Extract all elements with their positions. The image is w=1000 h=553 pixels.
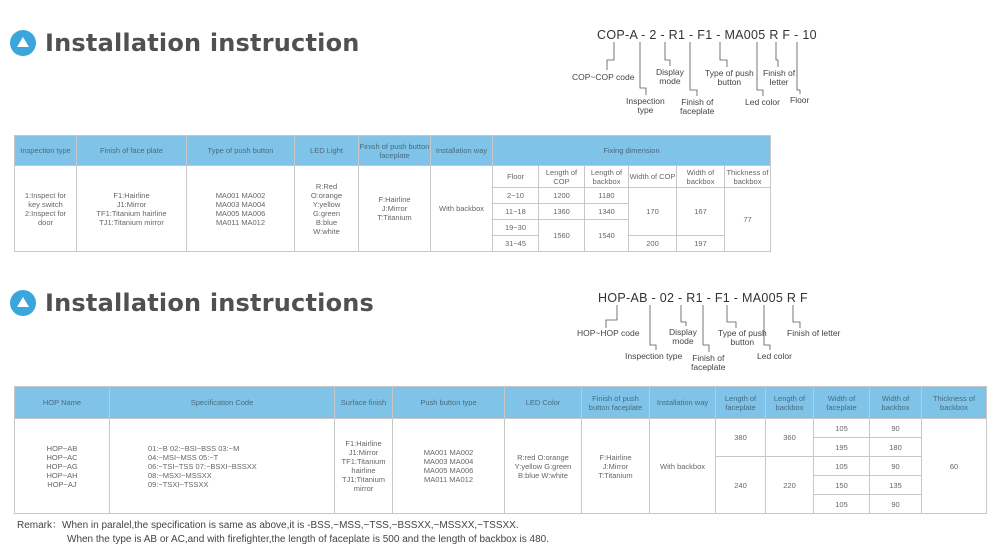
cell-width-faceplate: 105 bbox=[814, 419, 870, 438]
th-width-faceplate: Width of faceplate bbox=[814, 387, 870, 419]
cell-width-cop: 200 bbox=[629, 236, 677, 252]
cell-surface: F1:Hairline J1:Mirror TF1:Titanium hairline TJ1:Titanium mirror bbox=[335, 419, 393, 514]
cell-len-backbox: 1340 bbox=[585, 204, 629, 220]
cell-floor: 11~18 bbox=[493, 204, 539, 220]
anno-display-mode: Display mode bbox=[656, 67, 684, 86]
th-hop-name: HOP Name bbox=[15, 387, 110, 419]
cell-width-faceplate: 195 bbox=[814, 438, 870, 457]
cell-len-backbox: 1180 bbox=[585, 188, 629, 204]
cell-inspection: 1:Inspect for key switch 2:Inspect for door bbox=[15, 166, 77, 252]
anno-push-type: Type of push button bbox=[705, 68, 754, 87]
th-surface-finish: Surface finish bbox=[335, 387, 393, 419]
th-push-button: Type of push button bbox=[187, 136, 295, 166]
cell-button-faceplate: F:Hairline J:Mirror T:Titanium bbox=[359, 166, 431, 252]
anno-faceplate: Finish of faceplate bbox=[691, 353, 726, 372]
th-push-button-type: Push button type bbox=[393, 387, 505, 419]
th-inspection-type: Inspection type bbox=[15, 136, 77, 166]
cell-width-faceplate: 105 bbox=[814, 495, 870, 514]
cell-push-button: MA001 MA002 MA003 MA004 MA005 MA006 MA011 MA012 bbox=[393, 419, 505, 514]
cop-model-code: COP-A - 2 - R1 - F1 - MA005 R F - 10 bbox=[597, 28, 817, 42]
th-spec-code: Specification Code bbox=[110, 387, 335, 419]
anno-letter: Finish of letter bbox=[787, 328, 841, 338]
th-button-faceplate: Finish of push button faceplate bbox=[582, 387, 650, 419]
th-led-light: LED Light bbox=[295, 136, 359, 166]
anno-hop-code: HOP~HOP code bbox=[577, 328, 640, 338]
hop-spec-table bbox=[14, 386, 987, 514]
remark-line-2: When the type is AB or AC,and with firefighter,the length of faceplate is 500 and the length of backbox is 480. bbox=[67, 534, 549, 545]
cell-width-backbox: 90 bbox=[870, 495, 922, 514]
cell-floor: 31~45 bbox=[493, 236, 539, 252]
th-fixing-dimension: Fixing dimension bbox=[493, 136, 771, 166]
cell-len-backbox: 1540 bbox=[585, 220, 629, 252]
th-button-faceplate: Finish of push button faceplate bbox=[359, 136, 431, 166]
cell-width-backbox: 90 bbox=[870, 419, 922, 438]
cell-width-backbox: 197 bbox=[677, 236, 725, 252]
cell-len-cop: 1360 bbox=[539, 204, 585, 220]
anno-led-color: Led color bbox=[757, 351, 792, 361]
remark-line-1: Remark：When in paralel,the specification is same as above,it is -BSS,~MSS,~TSS,~BSSXX,~MSSXX,~TSSXX. bbox=[17, 520, 519, 531]
th-led-color: LED Color bbox=[505, 387, 582, 419]
anno-display-mode: Display mode bbox=[669, 327, 697, 346]
cell-floor: 19~30 bbox=[493, 220, 539, 236]
cell-led: R:Red O:orange Y:yellow G:green B:blue W:white bbox=[295, 166, 359, 252]
th-width-backbox: Width of backbox bbox=[677, 166, 725, 188]
cell-thickness: 60 bbox=[922, 419, 987, 514]
anno-push-type: Type of push button bbox=[718, 328, 767, 347]
th-len-backbox: Length of backbox bbox=[766, 387, 814, 419]
section2-title: Installation instructions bbox=[45, 289, 375, 317]
cell-width-faceplate: 105 bbox=[814, 457, 870, 476]
cell-width-faceplate: 150 bbox=[814, 476, 870, 495]
cell-spec-code: 01:~B 02:~BSI~BSS 03:~M 04:~MSI~MSS 05:~T 06:~TSI~TSS 07:~BSXI~BSSXX 08:~MSXI~MSSXX 09:~TSXI~TSSXX bbox=[110, 419, 335, 514]
th-floor: Floor bbox=[493, 166, 539, 188]
anno-floor: Floor bbox=[790, 95, 810, 105]
cell-button-faceplate: F:Hairline J:Mirror T:Titanium bbox=[582, 419, 650, 514]
cell-len-cop: 1200 bbox=[539, 188, 585, 204]
anno-faceplate: Finish of faceplate bbox=[680, 97, 715, 116]
hop-model-code: HOP-AB - 02 - R1 - F1 - MA005 R F bbox=[598, 291, 808, 305]
th-face-plate: Finish of face plate bbox=[77, 136, 187, 166]
cell-len-backbox: 360 bbox=[766, 419, 814, 457]
cell-len-backbox: 220 bbox=[766, 457, 814, 514]
section1-title: Installation instruction bbox=[45, 29, 360, 57]
anno-led-color: Led color bbox=[745, 97, 780, 107]
cell-installation: With backbox bbox=[650, 419, 716, 514]
th-len-faceplate: Length of faceplate bbox=[716, 387, 766, 419]
th-thickness: Thickness of backbox bbox=[726, 167, 769, 186]
cell-installation: With backbox bbox=[431, 166, 493, 252]
section2-heading bbox=[10, 289, 374, 317]
cell-len-faceplate: 380 bbox=[716, 419, 766, 457]
anno-letter: Finish of letter bbox=[763, 68, 796, 87]
cop-spec-table bbox=[14, 135, 987, 252]
cell-width-backbox: 167 bbox=[677, 188, 725, 236]
anno-inspection-type: Inspection type bbox=[625, 351, 683, 361]
cell-width-backbox: 180 bbox=[870, 438, 922, 457]
cell-hop-names: HOP~AB HOP~AC HOP~AG HOP~AH HOP~AJ bbox=[15, 419, 110, 514]
triangle-icon bbox=[10, 290, 36, 316]
cell-face-plate: F1:Hairline J1:Mirror TF1:Titanium hairline TJ1:Titanium mirror bbox=[77, 166, 187, 252]
cell-width-backbox: 90 bbox=[870, 457, 922, 476]
th-width-cop: Width of COP bbox=[629, 166, 677, 188]
cell-floor: 2~10 bbox=[493, 188, 539, 204]
th-width-backbox: Width of backbox bbox=[870, 387, 922, 419]
th-len-backbox: Length of backbox bbox=[585, 166, 629, 188]
cell-len-cop: 1560 bbox=[539, 220, 585, 252]
anno-inspection-type: Inspection type bbox=[626, 96, 665, 115]
th-thickness: Thickness of backbox bbox=[922, 387, 987, 419]
th-installation-way: Installation way bbox=[650, 387, 716, 419]
cell-width-backbox: 135 bbox=[870, 476, 922, 495]
cell-len-faceplate: 240 bbox=[716, 457, 766, 514]
cell-thickness: 77 bbox=[725, 188, 771, 252]
cell-width-cop: 170 bbox=[629, 188, 677, 236]
th-installation-way: Installation way bbox=[431, 136, 493, 166]
th-len-cop: Length of COP bbox=[539, 166, 585, 188]
anno-cop-code: COP~COP code bbox=[572, 72, 635, 82]
cell-led: R:red O:orange Y:yellow G:green B:blue W:white bbox=[505, 419, 582, 514]
cell-push-button: MA001 MA002 MA003 MA004 MA005 MA006 MA011 MA012 bbox=[187, 166, 295, 252]
